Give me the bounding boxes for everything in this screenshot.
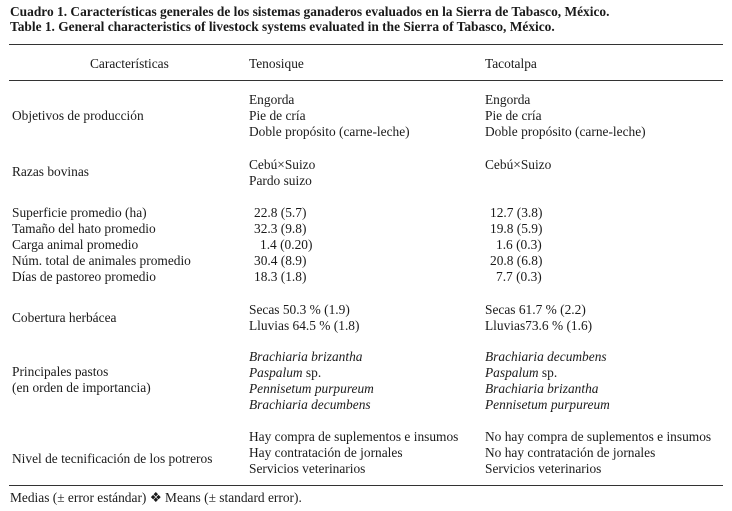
species-name: Brachiaria brizantha	[249, 349, 363, 364]
cell-tenosique	[249, 381, 374, 397]
cell-tacotalpa	[485, 397, 610, 413]
top-rule	[9, 44, 723, 45]
row-label-cobertura: Cobertura herbácea	[12, 310, 117, 325]
cell-tenosique: Hay compra de suplementos e insumos	[249, 429, 459, 444]
cell-tenosique	[249, 365, 321, 381]
cell-tenosique: 1.4 (0.20)	[260, 237, 313, 252]
cell-tenosique: Lluvias 64.5 % (1.8)	[249, 318, 360, 333]
cell-tacotalpa: No hay compra de suplementos e insumos	[485, 429, 712, 444]
species-suffix: sp.	[538, 365, 558, 380]
cell-tacotalpa: Doble propósito (carne-leche)	[485, 124, 646, 139]
cell-tacotalpa: 7.7 (0.3)	[496, 269, 542, 284]
cell-tacotalpa	[485, 365, 557, 381]
cell-tacotalpa: Engorda	[485, 92, 531, 107]
species-name: Paspalum	[485, 365, 539, 380]
row-label-tecnificacion: Nivel de tecnificación de los potreros	[12, 451, 213, 466]
cell-tacotalpa	[485, 381, 598, 397]
header-caracteristicas: Características	[90, 56, 169, 71]
cell-tenosique: Doble propósito (carne-leche)	[249, 124, 410, 139]
row-label-metric: Días de pastoreo promedio	[12, 269, 156, 284]
row-label-razas: Razas bovinas	[12, 164, 89, 179]
cell-tacotalpa: Secas 61.7 % (2.2)	[485, 302, 586, 317]
cell-tenosique: Secas 50.3 % (1.9)	[249, 302, 350, 317]
row-label-metric: Núm. total de animales promedio	[12, 253, 191, 268]
cell-tacotalpa: Lluvias73.6 % (1.6)	[485, 318, 593, 333]
cell-tacotalpa: 19.8 (5.9)	[490, 221, 543, 236]
cell-tacotalpa: 20.8 (6.8)	[490, 253, 543, 268]
row-label-metric: Carga animal promedio	[12, 237, 139, 252]
species-name: Paspalum	[249, 365, 303, 380]
cell-tenosique: 32.3 (9.8)	[254, 221, 307, 236]
cell-tacotalpa: No hay contratación de jornales	[485, 445, 656, 460]
row-label-metric: Superficie promedio (ha)	[12, 205, 147, 220]
cell-tenosique: 30.4 (8.9)	[254, 253, 307, 268]
cell-tenosique: 18.3 (1.8)	[254, 269, 307, 284]
caption-english: Table 1. General characteristics of livestock systems evaluated in the Sierra of Tabasco, México.	[10, 19, 555, 34]
cell-tacotalpa: Cebú×Suizo	[485, 157, 552, 172]
cell-tenosique: Hay contratación de jornales	[249, 445, 403, 460]
cell-tacotalpa: Servicios veterinarios	[485, 461, 602, 476]
header-tacotalpa: Tacotalpa	[485, 56, 537, 71]
caption-spanish: Cuadro 1. Características generales de los sistemas ganaderos evaluados en la Sierra de Tabasco, México.	[10, 4, 610, 19]
cell-tenosique: Cebú×Suizo	[249, 157, 316, 172]
cell-tacotalpa: 12.7 (3.8)	[490, 205, 543, 220]
bottom-rule	[9, 485, 723, 486]
species-name: Pennisetum purpureum	[249, 381, 374, 396]
table-footnote: Medias (± error estándar) ❖ Means (± standard error).	[10, 490, 302, 505]
cell-tenosique: Pardo suizo	[249, 173, 312, 188]
cell-tenosique	[249, 397, 371, 413]
species-name: Brachiaria brizantha	[485, 381, 599, 396]
cell-tacotalpa: Pie de cría	[485, 108, 542, 123]
row-label-metric: Tamaño del hato promedio	[12, 221, 156, 236]
species-name: Pennisetum purpureum	[485, 397, 610, 412]
cell-tacotalpa	[485, 349, 607, 365]
cell-tenosique: Pie de cría	[249, 108, 306, 123]
cell-tacotalpa: 1.6 (0.3)	[496, 237, 542, 252]
row-label-pastos-sub: (en orden de importancia)	[12, 380, 151, 395]
species-suffix: sp.	[302, 365, 322, 380]
header-rule	[9, 80, 723, 81]
cell-tenosique: Servicios veterinarios	[249, 461, 366, 476]
cell-tenosique: Engorda	[249, 92, 295, 107]
row-label-pastos: Principales pastos	[12, 364, 109, 379]
cell-tenosique	[249, 349, 362, 365]
species-name: Brachiaria decumbens	[485, 349, 607, 364]
row-label-objetivos: Objetivos de producción	[12, 108, 144, 123]
cell-tenosique: 22.8 (5.7)	[254, 205, 307, 220]
header-tenosique: Tenosique	[249, 56, 304, 71]
species-name: Brachiaria decumbens	[249, 397, 371, 412]
